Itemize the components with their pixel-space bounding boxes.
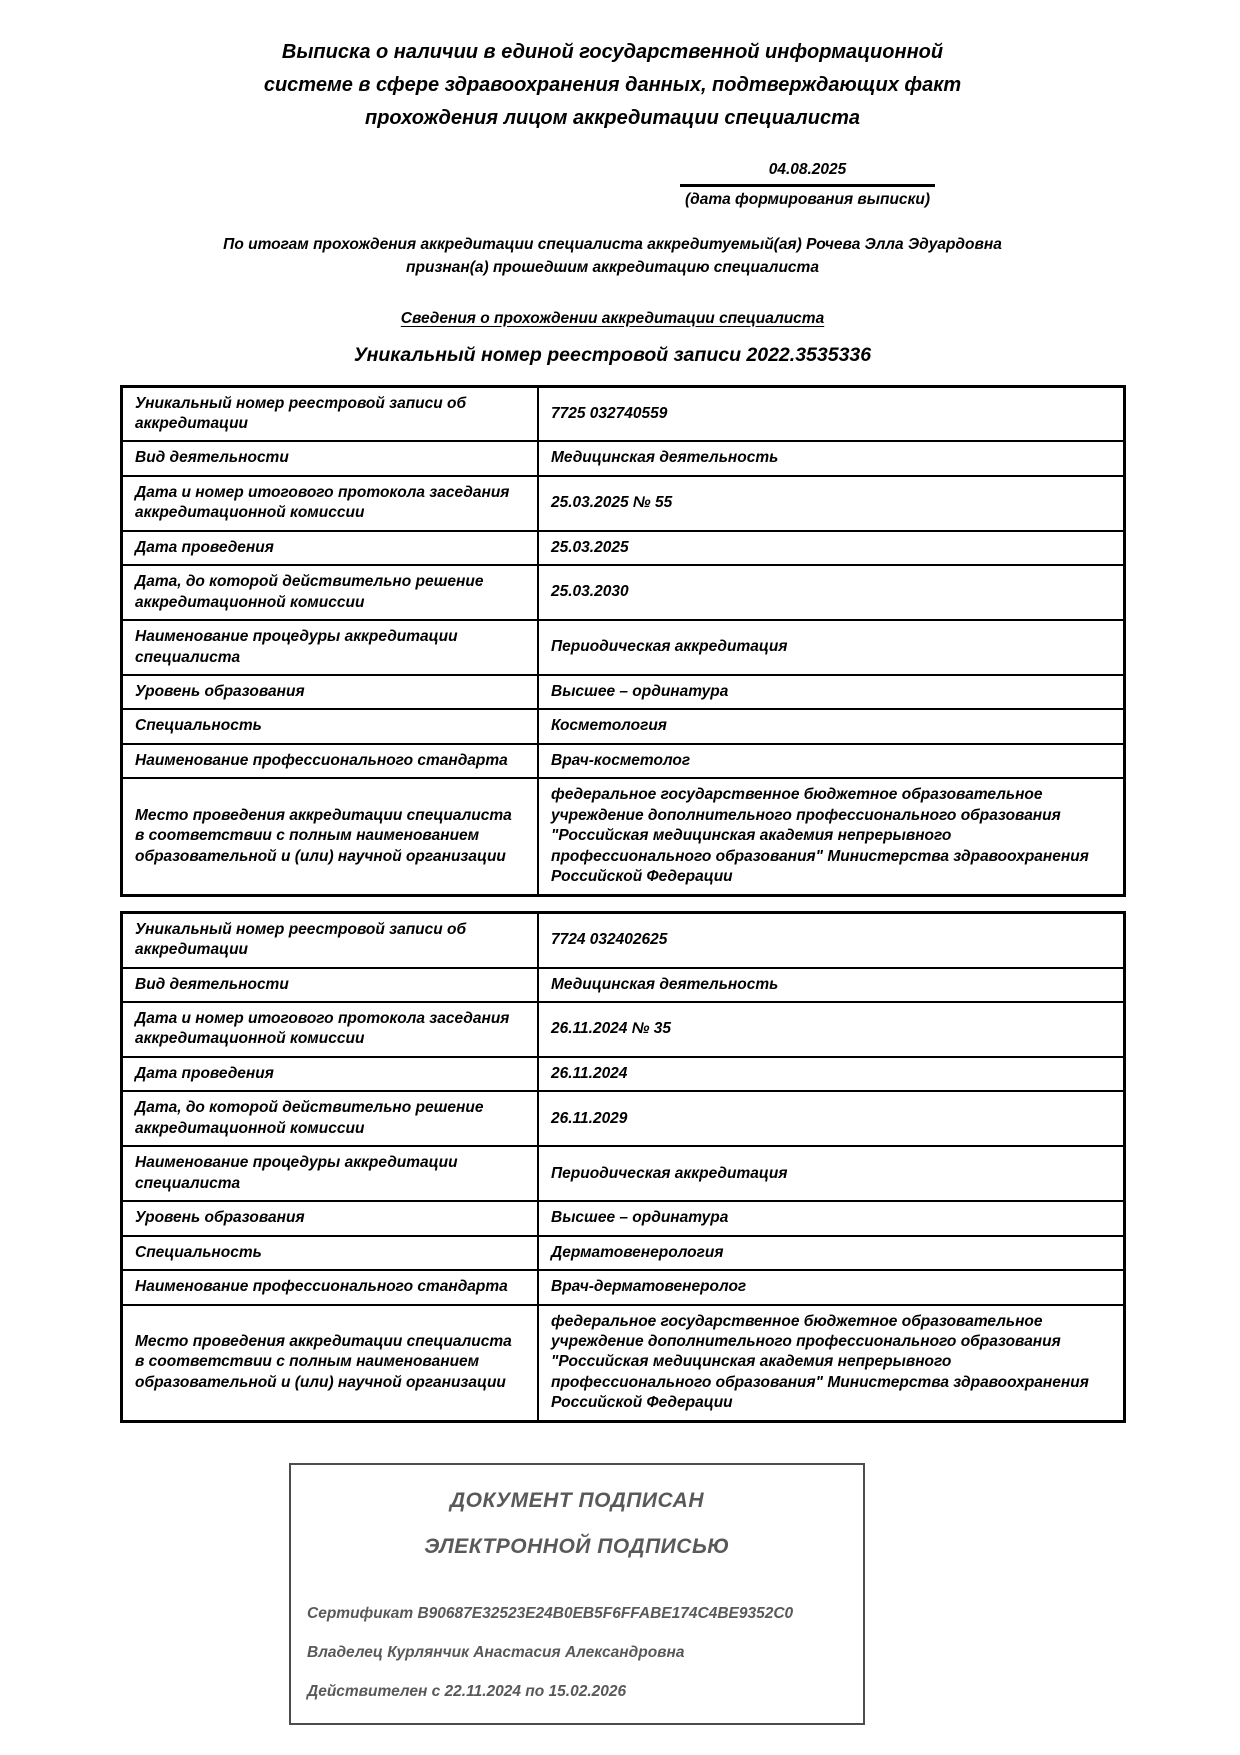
formation-date-block (680, 161, 935, 209)
row-label: Специальность (122, 1236, 539, 1270)
row-value: 7724 032402625 (538, 912, 1125, 967)
table-row (122, 1146, 1125, 1201)
formation-date-caption: (дата формирования выписки) (684, 191, 931, 208)
row-label: Место проведения аккредитации специалиста в соответствии с полным наименованием образовательной и (или) научной организации (122, 778, 539, 895)
table-row (122, 531, 1125, 565)
row-label: Уникальный номер реестровой записи об аккредитации (122, 912, 539, 967)
table-row (122, 744, 1125, 778)
table-row (122, 386, 1125, 441)
row-value: Высшее – ординатура (538, 675, 1125, 709)
row-value: Врач-дерматовенеролог (538, 1270, 1125, 1304)
signature-owner: Владелец Курлянчик Анастасия Александровна (307, 1643, 685, 1661)
row-value: Косметология (538, 709, 1125, 743)
signature-title-line-2: ЭЛЕКТРОННОЙ ПОДПИСЬЮ (424, 1534, 730, 1558)
row-label: Уникальный номер реестровой записи об аккредитации (122, 386, 539, 441)
row-value: Периодическая аккредитация (538, 1146, 1125, 1201)
row-label: Дата проведения (122, 531, 539, 565)
intro-paragraph: По итогам прохождения аккредитации специалиста аккредитуемый(ая) Рочева Элла Эдуардовна признан(а) прошедшим аккредитацию специалиста (223, 236, 1002, 277)
row-value: 26.11.2024 № 35 (538, 1002, 1125, 1057)
table-row (122, 778, 1125, 895)
table-row (122, 709, 1125, 743)
table-row (122, 1201, 1125, 1235)
accreditation-table-1-body (122, 386, 1125, 895)
row-label: Наименование профессионального стандарта (122, 1270, 539, 1304)
row-label: Дата, до которой действительно решение аккредитационной комиссии (122, 565, 539, 620)
table-row (122, 1002, 1125, 1057)
row-label: Специальность (122, 709, 539, 743)
table-row (122, 1270, 1125, 1304)
row-value: 25.03.2025 № 55 (538, 476, 1125, 531)
table-row (122, 1057, 1125, 1091)
row-label: Наименование процедуры аккредитации специалиста (122, 620, 539, 675)
row-value: 26.11.2029 (538, 1091, 1125, 1146)
row-value: 26.11.2024 (538, 1057, 1125, 1091)
registry-record-number: Уникальный номер реестровой записи 2022.3535336 (353, 343, 872, 366)
electronic-signature-box (289, 1463, 865, 1725)
formation-date: 04.08.2025 (680, 161, 935, 187)
table-row (122, 476, 1125, 531)
signature-validity: Действителен с 22.11.2024 по 15.02.2026 (307, 1682, 627, 1700)
document-title: Выписка о наличии в единой государственной информационной системе в сфере здравоохранения данных, подтверждающих факт прохождения лицом аккредитации специалиста (263, 41, 962, 129)
row-value: Периодическая аккредитация (538, 620, 1125, 675)
row-label: Уровень образования (122, 675, 539, 709)
accreditation-table-2-body (122, 912, 1125, 1421)
row-label: Уровень образования (122, 1201, 539, 1235)
row-label: Вид деятельности (122, 441, 539, 475)
row-value: Врач-косметолог (538, 744, 1125, 778)
accreditation-table-1 (120, 385, 1126, 897)
accreditation-table-2 (120, 911, 1126, 1423)
signature-certificate: Сертификат B90687E32523E24B0EB5F6FFABE174C4BE9352C0 (307, 1604, 794, 1622)
row-value: Медицинская деятельность (538, 968, 1125, 1002)
table-row (122, 565, 1125, 620)
row-label: Место проведения аккредитации специалиста в соответствии с полным наименованием образовательной и (или) научной организации (122, 1305, 539, 1422)
row-label: Дата, до которой действительно решение аккредитационной комиссии (122, 1091, 539, 1146)
document-content (120, 0, 1105, 1725)
row-label: Наименование процедуры аккредитации специалиста (122, 1146, 539, 1201)
row-value: 25.03.2030 (538, 565, 1125, 620)
signature-details (307, 1605, 847, 1701)
row-label: Дата и номер итогового протокола заседания аккредитационной комиссии (122, 476, 539, 531)
row-value: Медицинская деятельность (538, 441, 1125, 475)
row-label: Вид деятельности (122, 968, 539, 1002)
table-row (122, 1091, 1125, 1146)
table-row (122, 968, 1125, 1002)
row-label: Дата и номер итогового протокола заседания аккредитационной комиссии (122, 1002, 539, 1057)
table-row (122, 1236, 1125, 1270)
table-row (122, 620, 1125, 675)
row-label: Дата проведения (122, 1057, 539, 1091)
table-row (122, 912, 1125, 967)
row-value: федеральное государственное бюджетное образовательное учреждение дополнительного профессионального образования "Российская медицинская академия непрерывного профессионального образования" Министерства здравоохранения Российской Федерации (538, 778, 1125, 895)
signature-title-line-1: ДОКУМЕНТ ПОДПИСАН (450, 1488, 704, 1512)
row-label: Наименование профессионального стандарта (122, 744, 539, 778)
row-value: Дерматовенерология (538, 1236, 1125, 1270)
row-value: федеральное государственное бюджетное образовательное учреждение дополнительного профессионального образования "Российская медицинская академия непрерывного профессионального образования" Министерства здравоохранения Российской Федерации (538, 1305, 1125, 1422)
section-heading: Сведения о прохождении аккредитации специалиста (400, 309, 825, 327)
table-row (122, 1305, 1125, 1422)
table-row (122, 441, 1125, 475)
table-row (122, 675, 1125, 709)
row-value: Высшее – ординатура (538, 1201, 1125, 1235)
row-value: 7725 032740559 (538, 386, 1125, 441)
row-value: 25.03.2025 (538, 531, 1125, 565)
